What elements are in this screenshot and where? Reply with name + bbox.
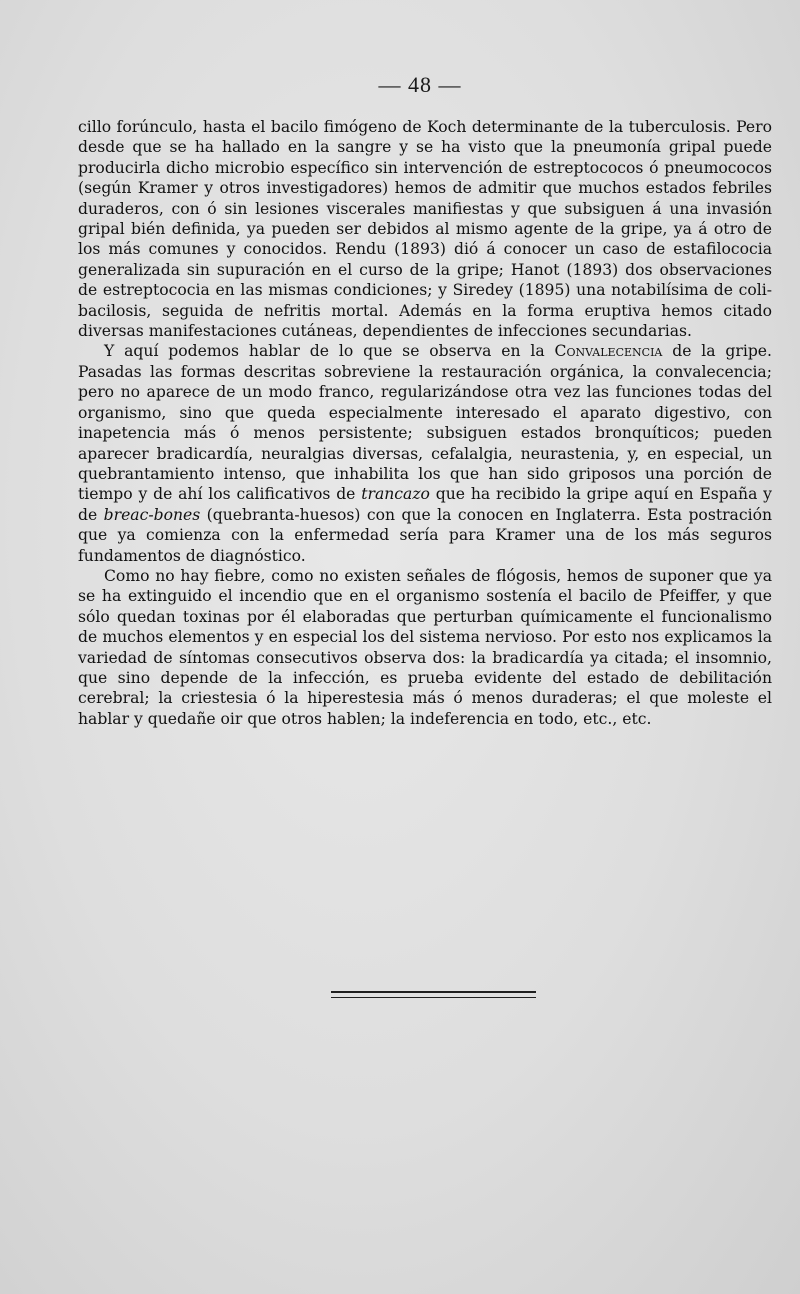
convalecencia-heading-term: Convalecencia bbox=[554, 342, 663, 361]
paragraph-2-part-1: Y aquí podemos hablar de lo que se observa en la bbox=[104, 342, 555, 361]
paragraph-2 bbox=[78, 341, 772, 565]
body-text bbox=[78, 117, 772, 729]
section-end-rule-thin bbox=[331, 997, 536, 998]
paragraph-2-part-2: de la gripe. Pasadas las formas descritas sobreviene la restauración orgánica, la convalecencia; pero no aparece de un modo franco, regularizándose otra vez las funciones todas del organismo, sino que queda especialmente interesado el aparato digestivo, con inapetencia más ó menos persistente; subsiguen estados bronquíticos; pueden aparecer bradicardía, neuralgias diversas, cefalalgia, neurastenia, y, en especial, un quebrantamiento intenso, que inhabilita los que han sido griposos una porción de tiempo y de ahí los calificativos de bbox=[78, 342, 772, 504]
paragraph-1: cillo forúnculo, hasta el bacilo fimógeno de Koch determinante de la tuberculosis. Pero desde que se ha hallado en la sangre y se ha visto que la pneumonía gripal puede producirla dicho microbio específico sin intervención de estreptococos ó pneumococos (según Kramer y otros investigadores) hemos de admitir que muchos estados febriles duraderos, con ó sin lesiones viscerales manifiestas y que subsiguen á una invasión gripal bién definida, ya pueden ser debidos al mismo agente de la gripe, ya á otro de los más comunes y conocidos. Rendu (1893) dió á conocer un caso de estafilococia generalizada sin supuración en el curso de la gripe; Hanot (1893) dos observaciones de estreptococia en las mismas condiciones; y Siredey (1895) una notabilísima de coli-bacilosis, seguida de nefritis mortal. Además en la forma eruptiva hemos citado diversas manifestaciones cutáneas, dependientes de infecciones secundarias. bbox=[78, 118, 772, 341]
paragraph-2-part-3: que ha recibido la gripe aquí en España y de bbox=[78, 485, 772, 524]
paragraph-2-part-4: (quebranta-huesos) con que la conocen en Inglaterra. Esta postración que ya comienza con la enfermedad sería para Kramer una de los más seguros fundamentos de diagnóstico. bbox=[78, 505, 772, 565]
paragraph-3: Como no hay fiebre, como no existen señales de flógosis, hemos de suponer que ya se ha extinguido el incendio que en el organismo sostenía el bacilo de Pfeiffer, y que sólo quedan toxinas por él elaboradas que perturban químicamente el funcionalismo de muchos elementos y en especial los del sistema nervioso. Por esto nos explicamos la variedad de síntomas consecutivos observa dos: la bradicardía ya citada; el insomnio, que sino depende de la infección, es prueba evidente del estado de debilitación cerebral; la criestesia ó la hiperestesia más ó menos duraderas; el que moleste el hablar y quedañe oir que otros hablen; la indeferencia en todo, etc., etc. bbox=[78, 566, 772, 728]
section-end-rule-thick bbox=[331, 991, 536, 993]
page-number: — 48 — bbox=[378, 72, 462, 97]
italic-term-breac-bones: breac-bones bbox=[103, 505, 201, 524]
italic-term-trancazo: trancazo bbox=[361, 485, 430, 504]
